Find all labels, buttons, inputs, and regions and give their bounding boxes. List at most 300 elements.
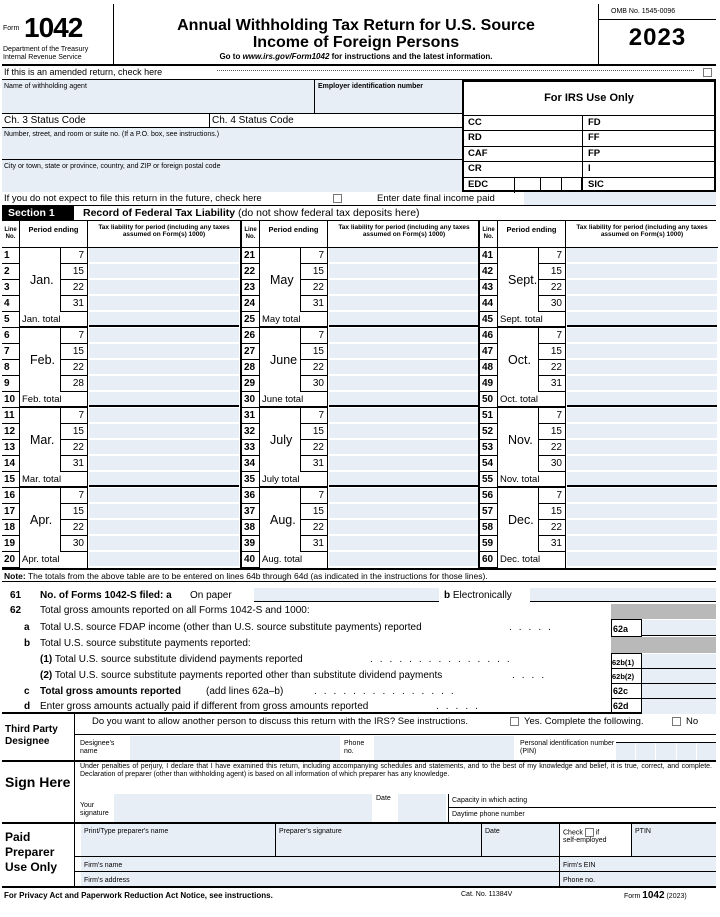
period-day: 15 bbox=[60, 424, 88, 440]
line-62d: d Enter gross amounts actually paid if different from gross amounts reported ..... bbox=[24, 701, 485, 712]
tax-liability-field[interactable] bbox=[329, 344, 479, 359]
footer-form-id: Form 1042 (2023) bbox=[624, 890, 687, 901]
third-party-designee bbox=[2, 714, 716, 762]
line-61: 61 No. of Forms 1042-S filed: a On paper bbox=[10, 590, 232, 601]
tax-liability-field[interactable] bbox=[89, 424, 239, 439]
tax-liability-field[interactable] bbox=[89, 456, 239, 471]
sign-here-block bbox=[2, 762, 716, 824]
line-62c-box-label: 62c bbox=[611, 684, 641, 699]
designee-no-checkbox[interactable] bbox=[672, 717, 681, 726]
amended-row bbox=[2, 66, 716, 80]
period-day: 15 bbox=[538, 424, 566, 440]
line-number: 35 bbox=[242, 472, 260, 488]
header-tax-liability: Tax liability for period (including any taxes assumed on Form(s) 1000) bbox=[88, 221, 240, 248]
tax-liability-field[interactable] bbox=[567, 472, 717, 487]
city-field[interactable]: City or town, state or province, country, and ZIP or foreign postal code bbox=[2, 160, 462, 192]
tax-liability-field[interactable] bbox=[329, 264, 479, 279]
tax-liability-field[interactable] bbox=[329, 376, 479, 391]
line-number: 27 bbox=[242, 344, 260, 360]
period-day: 31 bbox=[538, 376, 566, 392]
catalog-number: Cat. No. 11384V bbox=[461, 891, 513, 898]
line-number: 53 bbox=[480, 440, 498, 456]
irs-code-left: CAF bbox=[468, 147, 488, 159]
tax-liability-field[interactable] bbox=[567, 520, 717, 535]
line-number: 32 bbox=[242, 424, 260, 440]
month-name: June bbox=[270, 353, 298, 367]
period-day: 7 bbox=[60, 248, 88, 264]
table-column bbox=[478, 221, 716, 568]
line-number: 11 bbox=[2, 408, 20, 424]
line-number: 44 bbox=[480, 296, 498, 312]
tax-liability-field[interactable] bbox=[329, 392, 479, 407]
period-day: 31 bbox=[538, 536, 566, 552]
line-number: 36 bbox=[242, 488, 260, 504]
tax-liability-field[interactable] bbox=[329, 280, 479, 295]
month-total-label: Sept. total bbox=[498, 312, 566, 328]
privacy-notice: For Privacy Act and Paperwork Reduction Act Notice, see instructions. bbox=[4, 891, 273, 900]
month-total-label: June total bbox=[260, 392, 328, 408]
line-number: 4 bbox=[2, 296, 20, 312]
preparer-signature-field[interactable]: Preparer's signature bbox=[276, 824, 482, 856]
table-column bbox=[2, 221, 240, 568]
tax-liability-field[interactable] bbox=[329, 440, 479, 455]
instructions-line: Go to www.irs.gov/Form1042 for instructions and the latest information. bbox=[219, 52, 493, 61]
self-employed-cell: Check if self-employed bbox=[560, 824, 632, 856]
period-day: 7 bbox=[300, 408, 328, 424]
month-name: July bbox=[270, 433, 293, 447]
period-day: 15 bbox=[60, 504, 88, 520]
tax-liability-field[interactable] bbox=[89, 264, 239, 279]
final-date-label: Enter date final income paid bbox=[377, 193, 495, 204]
period-day: 7 bbox=[60, 488, 88, 504]
month-name: Aug. bbox=[270, 513, 296, 527]
irs-use-row bbox=[464, 178, 714, 193]
ch3-status-code[interactable]: Ch. 3 Status Code bbox=[2, 114, 210, 128]
line-number: 37 bbox=[242, 504, 260, 520]
tax-liability-field[interactable] bbox=[89, 280, 239, 295]
period-day: 22 bbox=[300, 280, 328, 296]
designee-phone-field[interactable] bbox=[374, 736, 514, 760]
taxpayer-signature-field[interactable] bbox=[114, 794, 372, 822]
line-number: 42 bbox=[480, 264, 498, 280]
tax-liability-field[interactable] bbox=[89, 408, 239, 423]
tax-liability-field[interactable] bbox=[329, 504, 479, 519]
month-name: Sept. bbox=[508, 273, 538, 287]
line-number: 17 bbox=[2, 504, 20, 520]
header-tax-liability: Tax liability for period (including any taxes assumed on Form(s) 1000) bbox=[566, 221, 718, 248]
tax-liability-field[interactable] bbox=[89, 440, 239, 455]
tax-liability-field[interactable] bbox=[329, 296, 479, 311]
period-day: 22 bbox=[300, 440, 328, 456]
final-date-field[interactable] bbox=[524, 192, 716, 205]
line-number: 57 bbox=[480, 504, 498, 520]
line-number: 31 bbox=[242, 408, 260, 424]
tax-liability-field[interactable] bbox=[89, 504, 239, 519]
period-day: 31 bbox=[300, 296, 328, 312]
line-number: 38 bbox=[242, 520, 260, 536]
line-number: 59 bbox=[480, 536, 498, 552]
designee-pin-label: Personal identification number (PIN) bbox=[520, 740, 615, 755]
table-note: Note: The totals from the above table are to be entered on lines 64b through 64d (as indicated in the instructions for those lines). bbox=[2, 568, 716, 582]
section1-note: (do not show federal tax deposits here) bbox=[238, 207, 420, 219]
line-number: 26 bbox=[242, 328, 260, 344]
tax-liability-field[interactable] bbox=[89, 488, 239, 503]
tax-liability-field[interactable] bbox=[329, 488, 479, 503]
line-number: 10 bbox=[2, 392, 20, 408]
agent-name-field[interactable]: Name of withholding agent bbox=[2, 80, 315, 114]
tax-liability-field[interactable] bbox=[567, 280, 717, 295]
ein-field[interactable]: Employer identification number bbox=[315, 80, 462, 114]
tax-liability-field[interactable] bbox=[567, 408, 717, 423]
tax-liability-field[interactable] bbox=[89, 248, 239, 263]
period-day: 15 bbox=[300, 424, 328, 440]
line-62c: c Total gross amounts reported (add lines 62a–b) ............... bbox=[24, 686, 461, 697]
form-title bbox=[114, 4, 598, 61]
ch4-status-code[interactable]: Ch. 4 Status Code bbox=[210, 114, 462, 128]
period-day: 30 bbox=[538, 456, 566, 472]
irs-url[interactable]: www.irs.gov/Form1042 bbox=[242, 52, 330, 61]
designee-name-label: Designee's name bbox=[80, 740, 115, 755]
period-day: 22 bbox=[60, 440, 88, 456]
period-day: 7 bbox=[60, 328, 88, 344]
period-day: 15 bbox=[300, 344, 328, 360]
line-number: 8 bbox=[2, 360, 20, 376]
line-number: 56 bbox=[480, 488, 498, 504]
street-field[interactable]: Number, street, and room or suite no. (If a P.O. box, see instructions.) bbox=[2, 128, 462, 160]
line-62a-amount[interactable] bbox=[642, 620, 716, 636]
period-day: 7 bbox=[60, 408, 88, 424]
line-62b1-amount[interactable] bbox=[642, 654, 716, 669]
irs-code-left: EDC bbox=[468, 178, 489, 190]
daytime-phone-field[interactable]: Daytime phone number bbox=[452, 811, 525, 818]
designee-pin-boxes[interactable] bbox=[616, 742, 716, 760]
period-day: 30 bbox=[300, 376, 328, 392]
omb-number: OMB No. 1545-0096 bbox=[599, 4, 716, 20]
preparer-date-field[interactable]: Date bbox=[482, 824, 560, 856]
tax-year: 2023 bbox=[628, 24, 687, 51]
tax-liability-field[interactable] bbox=[89, 392, 239, 407]
designee-yes-checkbox[interactable] bbox=[510, 717, 519, 726]
header-period-ending: Period ending bbox=[498, 221, 566, 248]
tax-liability-field[interactable] bbox=[329, 552, 479, 567]
tax-liability-field[interactable] bbox=[567, 424, 717, 439]
tax-liability-field[interactable] bbox=[567, 328, 717, 343]
tax-liability-field[interactable] bbox=[567, 504, 717, 519]
final-return-checkbox[interactable] bbox=[333, 194, 342, 203]
tax-liability-field[interactable] bbox=[89, 312, 239, 327]
line-number: 29 bbox=[242, 376, 260, 392]
tax-liability-field[interactable] bbox=[89, 552, 239, 567]
month-total-label: July total bbox=[260, 472, 328, 488]
signature-label: Your signature bbox=[80, 802, 109, 817]
designee-title: Third Party Designee bbox=[2, 714, 75, 760]
line-62b2: (2) Total U.S. source substitute payments reported other than substitute dividend payments .... bbox=[40, 670, 552, 681]
line-61b: b Electronically bbox=[444, 590, 512, 601]
agent-block bbox=[2, 80, 462, 192]
header-line-no: Line No. bbox=[480, 221, 498, 248]
tax-liability-field[interactable] bbox=[567, 456, 717, 471]
period-day: 15 bbox=[538, 504, 566, 520]
tax-liability-field[interactable] bbox=[89, 536, 239, 551]
period-day: 22 bbox=[60, 520, 88, 536]
designee-question: Do you want to allow another person to discuss this return with the IRS? See instructions. bbox=[92, 716, 468, 727]
line-number: 20 bbox=[2, 552, 20, 568]
line-number: 14 bbox=[2, 456, 20, 472]
irs-code-left: CC bbox=[468, 117, 482, 128]
tax-liability-field[interactable] bbox=[567, 488, 717, 503]
line-number: 28 bbox=[242, 360, 260, 376]
line-number: 60 bbox=[480, 552, 498, 568]
irs-code-left: CR bbox=[468, 163, 482, 175]
header-line-no: Line No. bbox=[2, 221, 20, 248]
table-column bbox=[240, 221, 478, 568]
tax-liability-field[interactable] bbox=[567, 552, 717, 567]
irs-code-right: SIC bbox=[588, 178, 604, 190]
line-number: 41 bbox=[480, 248, 498, 264]
period-day: 7 bbox=[300, 488, 328, 504]
line-number: 2 bbox=[2, 264, 20, 280]
tax-liability-field[interactable] bbox=[89, 344, 239, 359]
month-name: Feb. bbox=[30, 353, 56, 367]
sign-here-title: Sign Here bbox=[2, 762, 75, 822]
line-62d-amount[interactable] bbox=[642, 699, 716, 714]
period-day: 15 bbox=[538, 344, 566, 360]
month-total-label: May total bbox=[260, 312, 328, 328]
ptin-field[interactable]: PTIN bbox=[632, 824, 716, 856]
line-number: 19 bbox=[2, 536, 20, 552]
tax-liability-field[interactable] bbox=[89, 328, 239, 343]
tax-liability-field[interactable] bbox=[329, 328, 479, 343]
tax-liability-field[interactable] bbox=[567, 248, 717, 263]
tax-liability-field[interactable] bbox=[329, 408, 479, 423]
line-62a: a Total U.S. source FDAP income (other than U.S. source substitute payments) reported ..... bbox=[24, 622, 558, 633]
line-number: 23 bbox=[242, 280, 260, 296]
period-day: 15 bbox=[60, 344, 88, 360]
irs-code-right: FD bbox=[588, 117, 601, 128]
line-number: 52 bbox=[480, 424, 498, 440]
line-number: 34 bbox=[242, 456, 260, 472]
tax-liability-field[interactable] bbox=[329, 248, 479, 263]
final-return-text: If you do not expect to file this return in the future, check here bbox=[4, 193, 262, 204]
line-number: 7 bbox=[2, 344, 20, 360]
tax-liability-field[interactable] bbox=[567, 440, 717, 455]
line-number: 33 bbox=[242, 440, 260, 456]
firm-address-field[interactable]: Firm's address bbox=[81, 872, 560, 886]
tax-liability-field[interactable] bbox=[89, 376, 239, 391]
line-number: 24 bbox=[242, 296, 260, 312]
line-number: 9 bbox=[2, 376, 20, 392]
tax-liability-field[interactable] bbox=[89, 520, 239, 535]
month-total-label: Dec. total bbox=[498, 552, 566, 568]
line-number: 40 bbox=[242, 552, 260, 568]
designee-name-field[interactable] bbox=[130, 736, 340, 760]
period-day: 22 bbox=[300, 520, 328, 536]
period-day: 15 bbox=[300, 504, 328, 520]
lines-61-62 bbox=[2, 582, 716, 714]
self-employed-checkbox[interactable] bbox=[585, 828, 594, 837]
line-62b: b Total U.S. source substitute payments reported: bbox=[24, 638, 251, 649]
period-day: 22 bbox=[538, 360, 566, 376]
preparer-title: Paid Preparer Use Only bbox=[2, 824, 75, 886]
line-number: 12 bbox=[2, 424, 20, 440]
month-name: Nov. bbox=[508, 433, 533, 447]
line-62b2-box-label: 62b(2) bbox=[611, 669, 641, 684]
tax-liability-field[interactable] bbox=[567, 264, 717, 279]
period-day: 15 bbox=[538, 264, 566, 280]
form-label: Form bbox=[3, 25, 20, 32]
tax-liability-field[interactable] bbox=[329, 360, 479, 375]
section1-header bbox=[2, 206, 716, 221]
line-number: 1 bbox=[2, 248, 20, 264]
month-total-label: Mar. total bbox=[20, 472, 88, 488]
tax-liability-field[interactable] bbox=[89, 472, 239, 487]
firm-phone-field[interactable]: Phone no. bbox=[560, 872, 716, 886]
sign-date-label: Date bbox=[376, 795, 391, 802]
line-62b1-box-label: 62b(1) bbox=[611, 653, 641, 669]
period-day: 31 bbox=[60, 296, 88, 312]
line-number: 47 bbox=[480, 344, 498, 360]
period-day: 7 bbox=[538, 248, 566, 264]
tax-liability-field[interactable] bbox=[329, 536, 479, 551]
period-day: 22 bbox=[300, 360, 328, 376]
line-62c-amount[interactable] bbox=[642, 684, 716, 699]
tax-liability-field[interactable] bbox=[567, 376, 717, 391]
irs-code-left: RD bbox=[468, 132, 482, 144]
line-number: 49 bbox=[480, 376, 498, 392]
tax-liability-field[interactable] bbox=[567, 344, 717, 359]
line-number: 3 bbox=[2, 280, 20, 296]
tax-liability-field[interactable] bbox=[329, 424, 479, 439]
designee-phone-label: Phone no. bbox=[344, 740, 365, 755]
title-line-2: Income of Foreign Persons bbox=[252, 34, 460, 51]
month-total-label: Jan. total bbox=[20, 312, 88, 328]
final-return-row bbox=[2, 192, 716, 206]
month-total-label: Aug. total bbox=[260, 552, 328, 568]
period-day: 22 bbox=[538, 280, 566, 296]
header-period-ending: Period ending bbox=[20, 221, 88, 248]
tax-liability-field[interactable] bbox=[89, 296, 239, 311]
line-62: 62 Total gross amounts reported on all Forms 1042-S and 1000: bbox=[10, 605, 310, 616]
period-day: 31 bbox=[300, 456, 328, 472]
line-number: 15 bbox=[2, 472, 20, 488]
period-day: 15 bbox=[300, 264, 328, 280]
amended-text: If this is an amended return, check here bbox=[4, 67, 163, 77]
period-day: 22 bbox=[538, 440, 566, 456]
line-number: 50 bbox=[480, 392, 498, 408]
line-number: 55 bbox=[480, 472, 498, 488]
tax-liability-field[interactable] bbox=[567, 296, 717, 311]
period-day: 30 bbox=[538, 296, 566, 312]
line-number: 25 bbox=[242, 312, 260, 328]
irs-code-right: FP bbox=[588, 147, 601, 159]
line-62b1: (1) Total U.S. source substitute dividend payments reported ............... bbox=[40, 654, 517, 665]
period-day: 28 bbox=[60, 376, 88, 392]
tax-liability-field[interactable] bbox=[329, 456, 479, 471]
designee-no-label: No bbox=[686, 716, 699, 727]
month-name: Jan. bbox=[30, 273, 54, 287]
period-day: 22 bbox=[60, 280, 88, 296]
line-number: 16 bbox=[2, 488, 20, 504]
section1-tag: Section 1 bbox=[2, 206, 74, 220]
line-number: 51 bbox=[480, 408, 498, 424]
period-day: 7 bbox=[538, 408, 566, 424]
tax-liability-field[interactable] bbox=[329, 472, 479, 487]
agency: Internal Revenue Service bbox=[3, 54, 82, 61]
perjury-statement: Under penalties of perjury, I declare that I have examined this return, including accompanying schedules and statements, and to the best of my knowledge and belief, it is true, correct, and complete. Declaration of preparer (other than withholding agent) is based on all information of which preparer has any knowledge. bbox=[80, 763, 712, 779]
tax-liability-field[interactable] bbox=[329, 312, 479, 327]
tax-liability-field[interactable] bbox=[89, 360, 239, 375]
month-total-label: Apr. total bbox=[20, 552, 88, 568]
tax-liability-field[interactable] bbox=[567, 536, 717, 551]
header-tax-liability: Tax liability for period (including any taxes assumed on Form(s) 1000) bbox=[328, 221, 480, 248]
irs-use-title: For IRS Use Only bbox=[464, 82, 714, 116]
line-number: 46 bbox=[480, 328, 498, 344]
forms-filed-electronic-field[interactable] bbox=[530, 588, 716, 602]
period-day: 31 bbox=[60, 456, 88, 472]
irs-use-row bbox=[464, 147, 714, 162]
sign-date-field[interactable] bbox=[398, 794, 446, 822]
line-number: 54 bbox=[480, 456, 498, 472]
line-number: 58 bbox=[480, 520, 498, 536]
tax-liability-field[interactable] bbox=[567, 312, 717, 327]
preparer-name-field[interactable]: Print/Type preparer's name bbox=[81, 824, 276, 856]
form-header bbox=[2, 4, 716, 66]
title-line-1: Annual Withholding Tax Return for U.S. Source bbox=[177, 17, 535, 34]
line-number: 45 bbox=[480, 312, 498, 328]
period-day: 22 bbox=[538, 520, 566, 536]
line-62a-box-label: 62a bbox=[611, 619, 641, 637]
irs-use-row bbox=[464, 116, 714, 131]
tax-liability-field[interactable] bbox=[567, 392, 717, 407]
tax-liability-field[interactable] bbox=[567, 360, 717, 375]
irs-use-row bbox=[464, 162, 714, 177]
line-number: 21 bbox=[242, 248, 260, 264]
period-day: 15 bbox=[60, 264, 88, 280]
period-day: 31 bbox=[300, 536, 328, 552]
section1-title: Record of Federal Tax Liability bbox=[83, 207, 236, 219]
forms-filed-paper-field[interactable] bbox=[254, 588, 439, 602]
amended-checkbox[interactable] bbox=[703, 68, 712, 77]
tax-liability-field[interactable] bbox=[329, 520, 479, 535]
period-day: 7 bbox=[300, 328, 328, 344]
tax-liability-table bbox=[2, 221, 716, 568]
line-number: 13 bbox=[2, 440, 20, 456]
period-day: 22 bbox=[60, 360, 88, 376]
firm-name-field[interactable]: Firm's name bbox=[81, 857, 560, 871]
line-number: 43 bbox=[480, 280, 498, 296]
irs-use-box bbox=[462, 80, 716, 192]
line-number: 18 bbox=[2, 520, 20, 536]
month-name: Mar. bbox=[30, 433, 55, 447]
irs-code-right: FF bbox=[588, 132, 600, 144]
month-total-label: Feb. total bbox=[20, 392, 88, 408]
paid-preparer-block bbox=[2, 824, 716, 888]
line-number: 48 bbox=[480, 360, 498, 376]
firm-ein-field[interactable]: Firm's EIN bbox=[560, 857, 716, 871]
department: Department of the Treasury bbox=[3, 46, 89, 53]
period-day: 7 bbox=[538, 488, 566, 504]
irs-use-row bbox=[464, 131, 714, 146]
period-day: 7 bbox=[538, 328, 566, 344]
month-name: May bbox=[270, 273, 294, 287]
form-number: 1042 bbox=[24, 12, 83, 43]
designee-yes-label: Yes. Complete the following. bbox=[524, 716, 644, 727]
month-total-label: Nov. total bbox=[498, 472, 566, 488]
line-62b2-amount[interactable] bbox=[642, 669, 716, 684]
header-line-no: Line No. bbox=[242, 221, 260, 248]
header-period-ending: Period ending bbox=[260, 221, 328, 248]
capacity-field[interactable]: Capacity in which acting bbox=[449, 794, 716, 808]
